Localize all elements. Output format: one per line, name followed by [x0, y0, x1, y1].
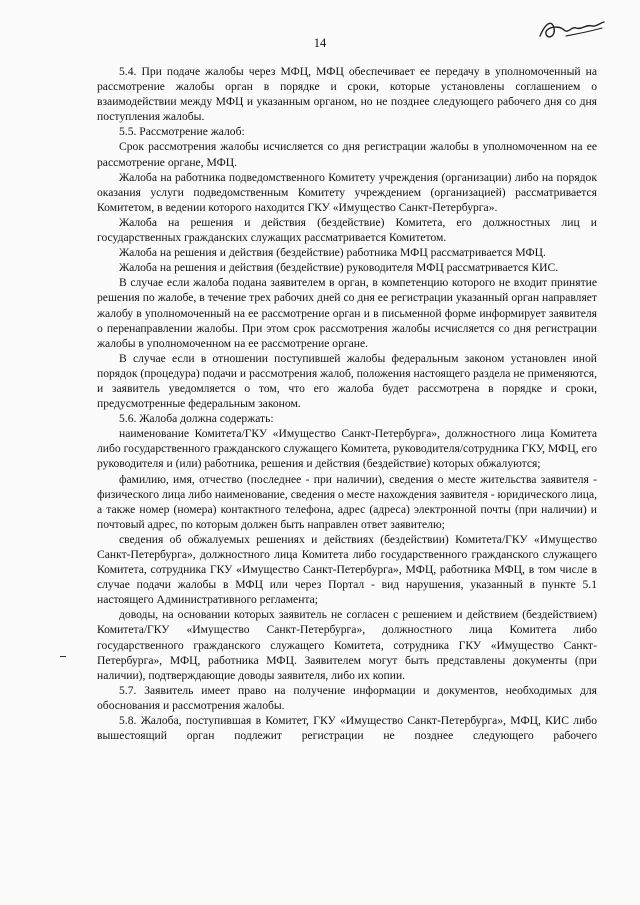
paragraph-redirect: В случае если жалоба подана заявителем в орган, в компетенцию которого не входит принятие решения по жалобе, в течение трех рабочих дней со дня ее регистрации указанный орган направляет жалобу в уполномоченный на ее рассмотрение орган и в письменной форме информирует заявителя о перенаправлении жалобы. При этом срок рассмотрения жалобы исчисляется со дня регистрации жалобы в уполномоченном на ее рассмотрение органе.	[97, 276, 597, 350]
paragraph-subordinate-institution: Жалоба на работника подведомственного Комитету учреждения (организации) либо на порядок оказания услуги подведомственным Комитету учреждением (организацией) рассматривается Комитетом, в ведении которого находится ГКУ «Имущество Санкт-Петербурга».	[97, 170, 597, 214]
heading-5-5: 5.5. Рассмотрение жалоб:	[119, 125, 245, 139]
paragraph-mfc-employee: Жалоба на решения и действия (бездействие) работника МФЦ рассматривается МФЦ.	[119, 246, 546, 260]
margin-mark	[60, 656, 66, 657]
heading-5-6: 5.6. Жалоба должна содержать:	[119, 412, 274, 426]
page-number: 14	[313, 36, 327, 50]
list-item-arguments: доводы, на основании которых заявитель не согласен с решением и действием (бездействием) Комитета/ГКУ «Имущество Санкт-Петербурга», должностного лица Комитета либо государственного гражданского служащего Комитета, сотрудника ГКУ «Имущество Санкт-Петербурга», МФЦ, работника МФЦ. Заявителем могут быть представлены документы (при наличии), подтверждающие доводы заявителя, либо их копии.	[97, 608, 597, 682]
list-item-name: наименование Комитета/ГКУ «Имущество Санкт-Петербурга», должностного лица Комитета либо государственного гражданского служащего Комитета, руководителя/сотрудника ГКУ, МФЦ, его руководителя и (или) работника, решения и действия (бездействие) которых обжалуются;	[97, 427, 597, 471]
paragraph-complaint-term: Срок рассмотрения жалобы исчисляется со дня регистрации жалобы в уполномоченном на ее рассмотрение органе, МФЦ.	[97, 140, 597, 169]
paragraph-5-7: 5.7. Заявитель имеет право на получение информации и документов, необходимых для обоснования и рассмотрения жалобы.	[97, 683, 597, 712]
paragraph-mfc-head: Жалоба на решения и действия (бездействие) руководителя МФЦ рассматривается КИС.	[119, 261, 559, 275]
paragraph-committee-officials: Жалоба на решения и действия (бездействие) Комитета, его должностных лиц и государственных гражданских служащих рассматривается Комитетом.	[97, 215, 597, 245]
paragraph-5-4: 5.4. При подаче жалобы через МФЦ, МФЦ обеспечивает ее передачу в уполномоченный на рассмотрение жалобы орган в порядке и сроки, которые установлены соглашением о взаимодействии между МФЦ и указанным органом, но не позднее следующего рабочего дня со дня поступления жалобы.	[97, 65, 597, 124]
paragraph-federal-law: В случае если в отношении поступившей жалобы федеральным законом установлен иной порядок (процедура) подачи и рассмотрения жалоб, положения настоящего раздела не применяются, и заявитель уведомляется о том, что его жалоба будет рассмотрена в порядке и сроки, предусмотренные федеральным законом.	[97, 351, 597, 411]
paragraph-5-8: 5.8. Жалоба, поступившая в Комитет, ГКУ «Имущество Санкт-Петербурга», МФЦ, КИС либо вышестоящий орган подлежит регистрации не позднее следующего рабочего	[97, 714, 597, 743]
list-item-appealed-decisions: сведения об обжалуемых решениях и действиях (бездействии) Комитета/ГКУ «Имущество Санкт-Петербурга», должностного лица Комитета либо государственного гражданского служащего Комитета, сотрудника ГКУ «Имущество Санкт-Петербурга», МФЦ, работника МФЦ, в том числе в случае подачи жалобы в МФЦ или через Портал - вид нарушения, указанный в пункте 5.1 настоящего Административного регламента;	[97, 532, 597, 607]
document-body	[97, 64, 597, 743]
list-item-applicant-details: фамилию, имя, отчество (последнее - при наличии), сведения о месте жительства заявителя - физического лица либо наименование, сведения о месте нахождения заявителя - юридического лица, а также номер (номера) контактного телефона, адрес (адреса) электронной почты (при наличии) и почтовый адрес, по которым должен быть направлен ответ заявителю;	[97, 472, 597, 531]
